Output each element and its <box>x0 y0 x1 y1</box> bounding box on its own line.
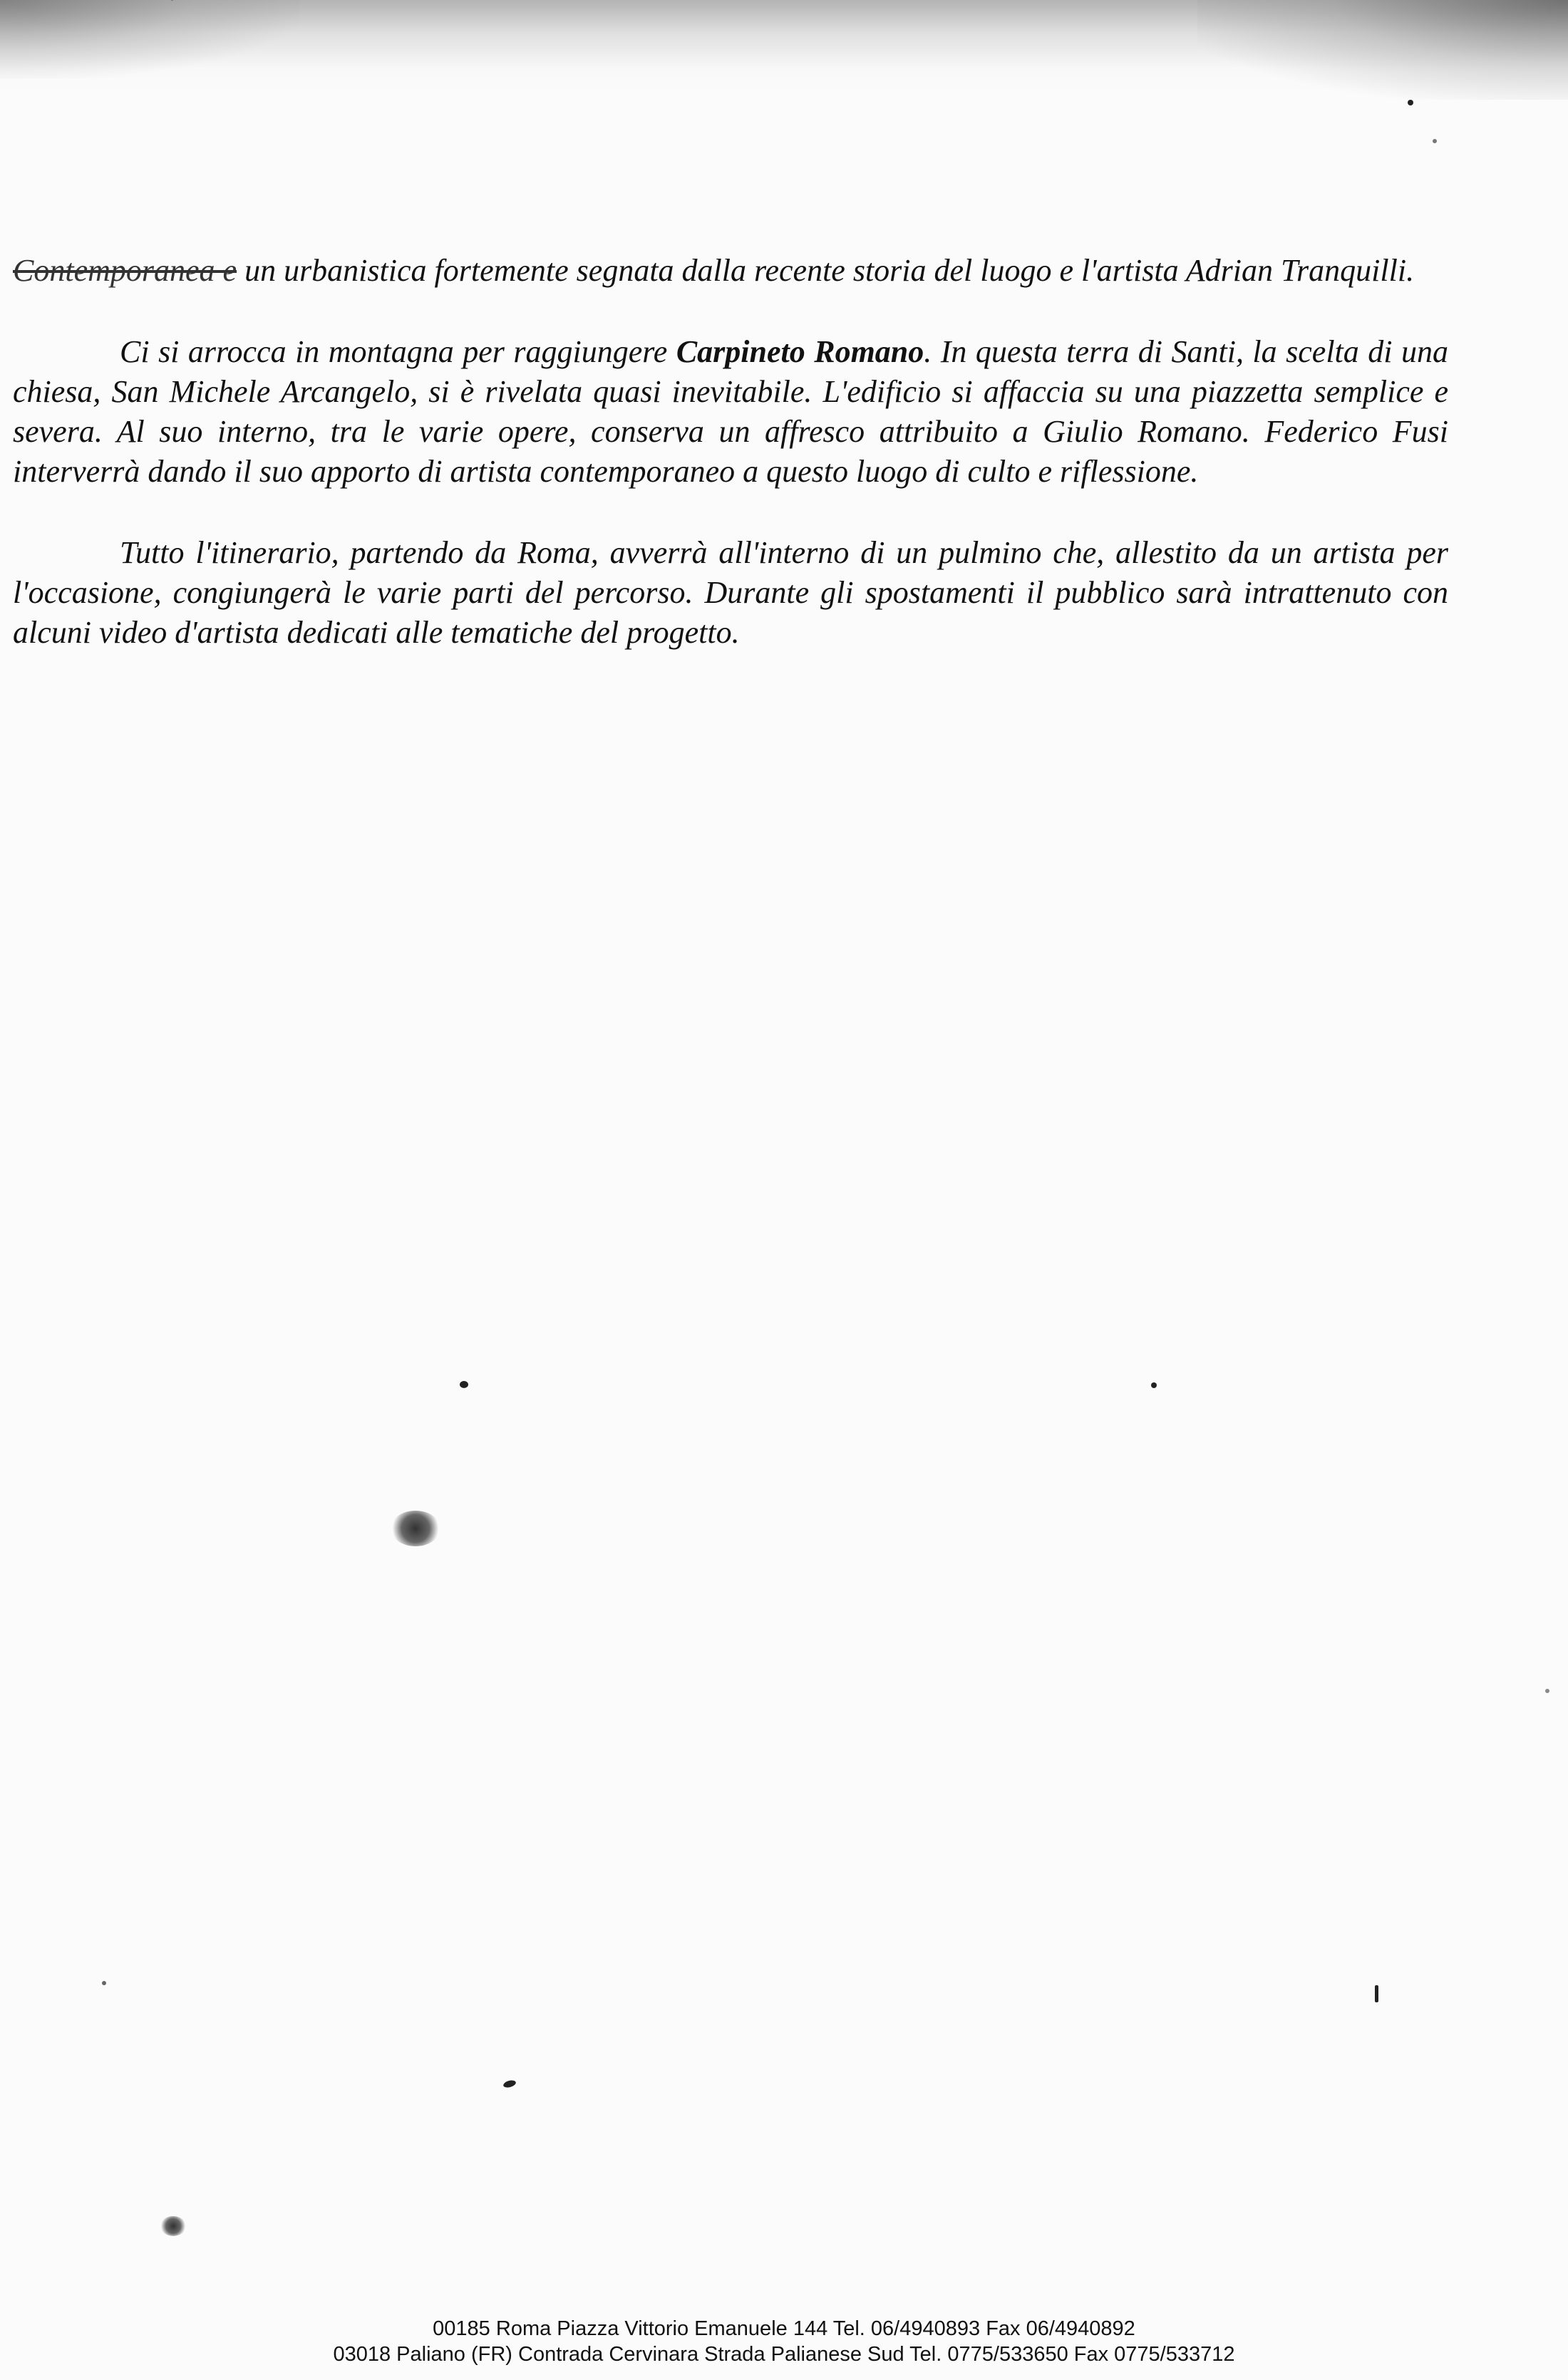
paragraph-adrian-tranquilli <box>13 251 1448 291</box>
scan-speck <box>1408 100 1413 105</box>
paragraph-1-text: un urbanistica fortemente segnata dalla recente storia del luogo e l'artista Adrian Tranquilli. <box>237 253 1415 288</box>
letterhead-footer <box>0 2316 1568 2367</box>
scan-speck <box>1545 1689 1549 1693</box>
scan-speck <box>502 2079 517 2089</box>
scan-blot <box>160 2216 186 2236</box>
scan-speck <box>1151 1382 1157 1388</box>
footer-address-paliano: 03018 Paliano (FR) Contrada Cervinara Strada Palianese Sud Tel. 0775/533650 Fax 0775/533712 <box>333 2343 1235 2366</box>
scan-speck <box>1375 1985 1378 2002</box>
scan-speck <box>102 1981 106 1985</box>
paragraph-2-after: . In questa terra di Santi, la scelta di una chiesa, San Michele Arcangelo, si è rivelata quasi inevitabile. L'edificio si affaccia su una piazzetta semplice e severa. Al suo interno, tra le varie opere, conserva un affresco attribuito a Giulio Romano. Federico Fusi interverrà dando il suo apporto di artista contemporaneo a questo luogo di culto e riflessione. <box>13 334 1448 489</box>
footer-address-roma: 00185 Roma Piazza Vittorio Emanuele 144 Tel. 06/4940893 Fax 06/4940892 <box>433 2317 1135 2340</box>
scan-speck <box>460 1381 468 1388</box>
scan-blot <box>391 1511 440 1546</box>
scan-shadow-right <box>1197 0 1568 100</box>
letter-body <box>13 251 1448 694</box>
scan-speck <box>1433 139 1437 143</box>
scan-shadow-left <box>0 0 299 78</box>
paragraph-itinerario <box>13 533 1448 653</box>
struck-out-word: Contemporanea e <box>13 253 237 288</box>
paragraph-3-text: Tutto l'itinerario, partendo da Roma, avverrà all'interno di un pulmino che, allestito da un artista per l'occasione, congiungerà le varie parti del percorso. Durante gli spostamenti il pubblico sarà intrattenuto con alcuni video d'artista dedicati alle tematiche del progetto. <box>13 535 1448 650</box>
paragraph-2-before: Ci si arrocca in montagna per raggiungere <box>120 334 676 369</box>
paragraph-carpineto-romano <box>13 332 1448 492</box>
place-name-carpineto-romano: Carpineto Romano <box>676 334 924 369</box>
